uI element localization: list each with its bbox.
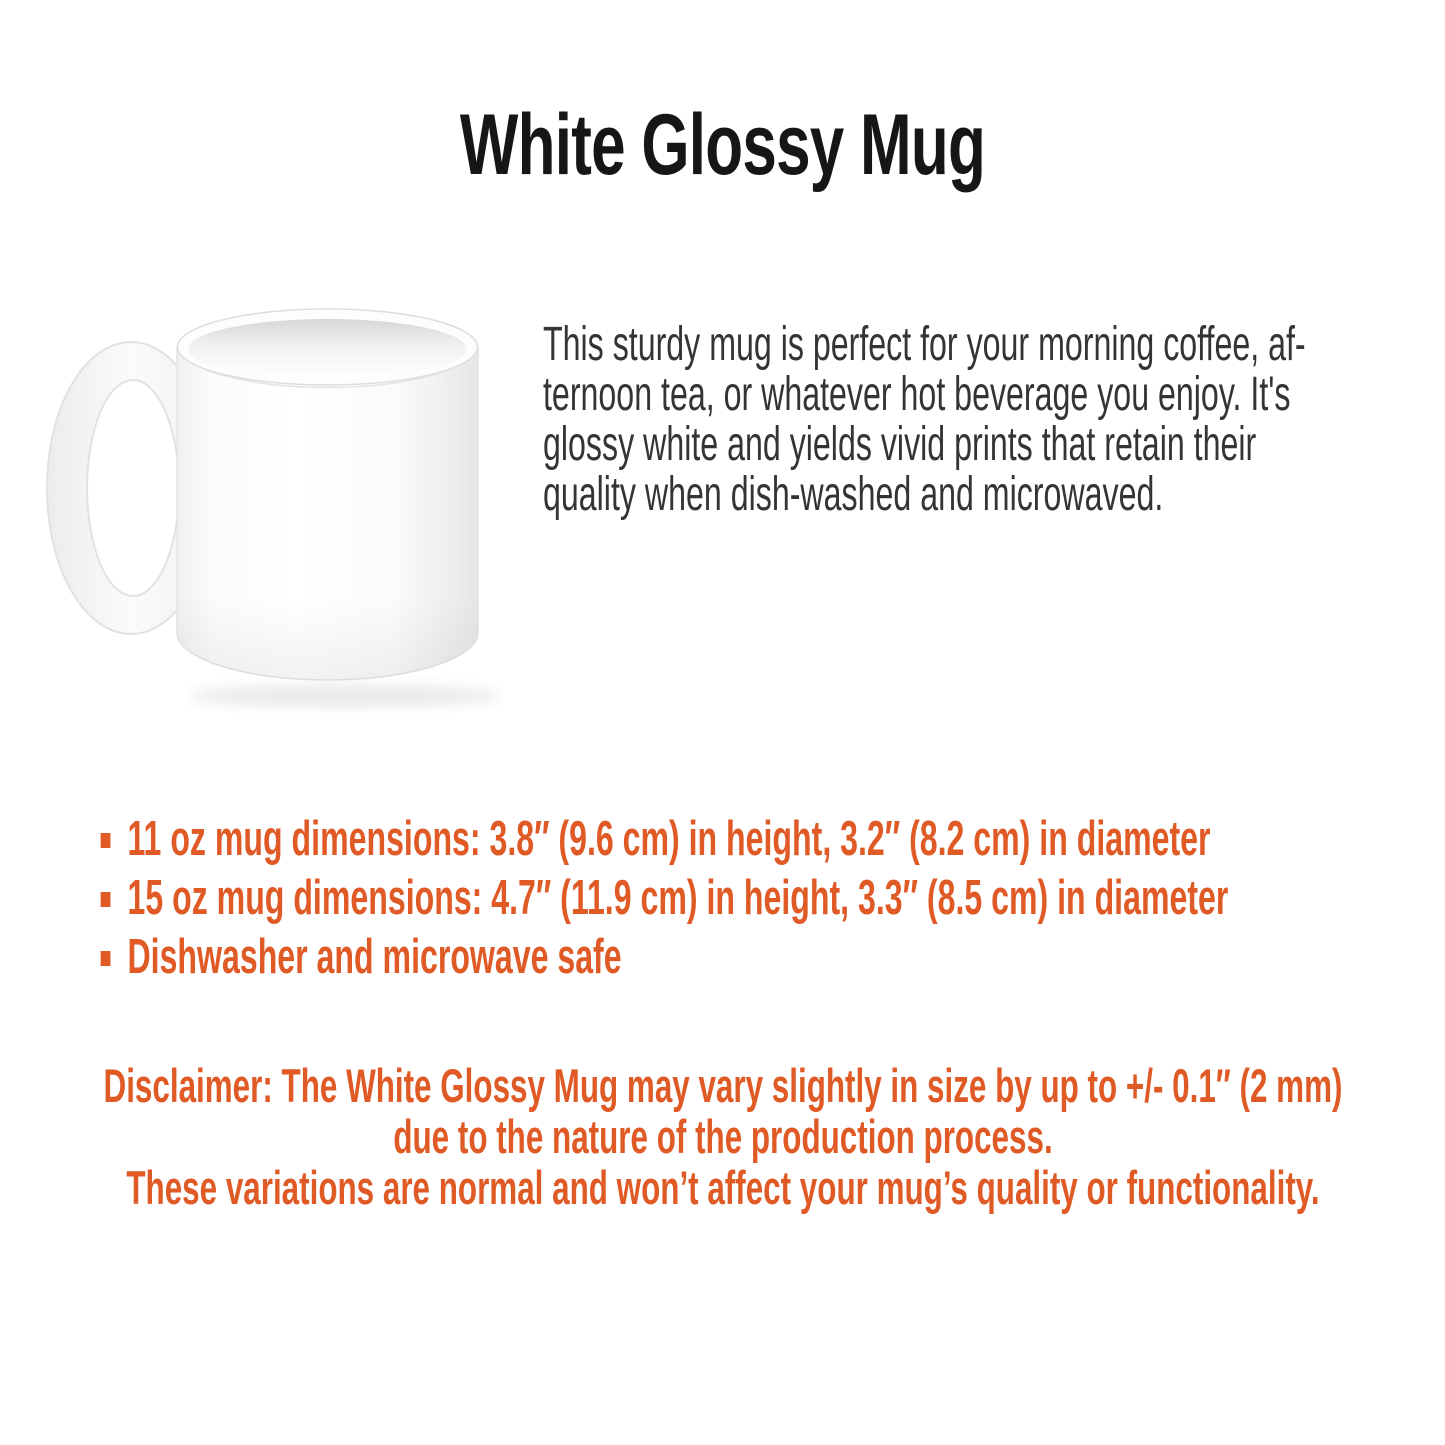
list-item bbox=[98, 928, 1408, 987]
bullet-marker bbox=[101, 892, 111, 907]
mug-shadow bbox=[190, 684, 500, 708]
product-image bbox=[25, 268, 505, 713]
description-line: ternoon tea, or whatever hot beverage you enjoy. It's bbox=[543, 368, 1291, 421]
page-title: White Glossy Mug bbox=[459, 97, 986, 193]
description-line: glossy white and yields vivid prints that retain their bbox=[543, 418, 1257, 471]
feature-text: 11 oz mug dimensions: 3.8″ (9.6 cm) in height, 3.2″ (8.2 cm) in diameter bbox=[127, 812, 1211, 866]
list-item bbox=[98, 810, 1408, 869]
feature-text: 15 oz mug dimensions: 4.7″ (11.9 cm) in height, 3.3″ (8.5 cm) in diameter bbox=[127, 871, 1229, 925]
bullet-marker bbox=[101, 951, 111, 966]
description-line: quality when dish-washed and microwaved. bbox=[543, 468, 1164, 521]
mug-opening bbox=[189, 319, 467, 379]
bullet-marker bbox=[101, 833, 111, 848]
description-line: This sturdy mug is perfect for your morning coffee, af- bbox=[543, 318, 1306, 371]
product-description bbox=[543, 320, 1387, 520]
disclaimer bbox=[1, 1060, 1444, 1213]
disclaimer-line: These variations are normal and won’t affect your mug’s quality or functionality. bbox=[125, 1161, 1320, 1214]
white-mug-graphic bbox=[25, 268, 505, 713]
disclaimer-line: due to the nature of the production process. bbox=[392, 1110, 1053, 1163]
disclaimer-line: Disclaimer: The White Glossy Mug may vary slightly in size by up to +/- 0.1″ (2 mm) bbox=[103, 1059, 1342, 1112]
feature-list bbox=[98, 810, 1408, 987]
list-item bbox=[98, 869, 1408, 928]
feature-text: Dishwasher and microwave safe bbox=[127, 930, 622, 984]
